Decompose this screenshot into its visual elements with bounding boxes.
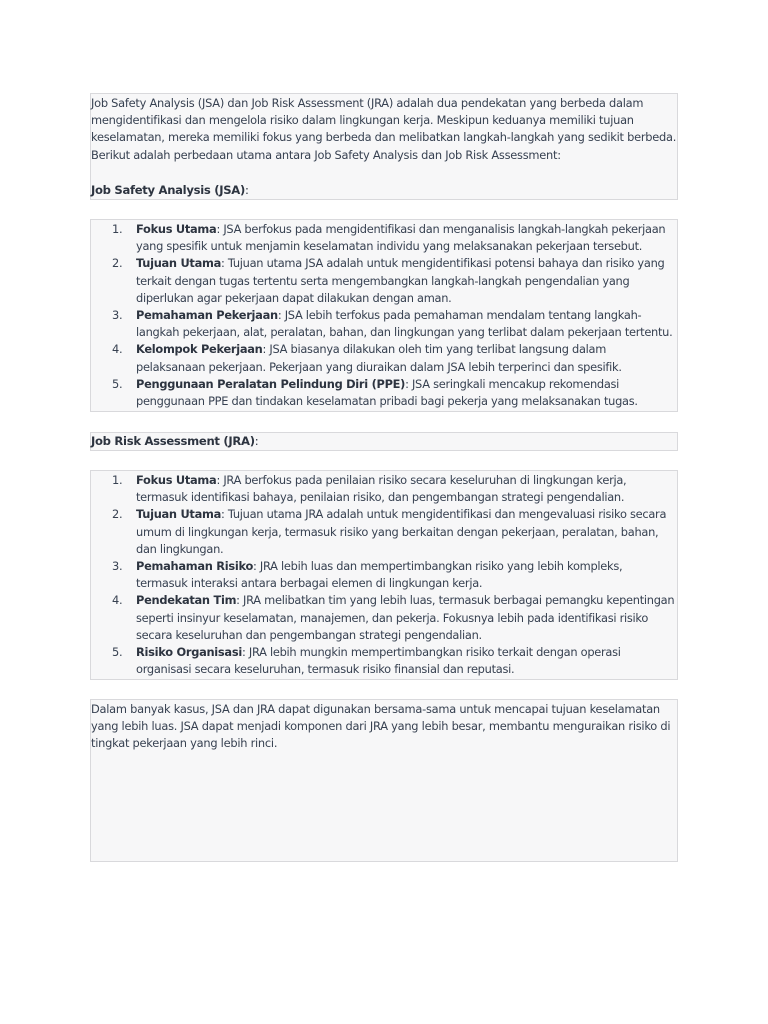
list-term: Tujuan Utama <box>136 256 221 271</box>
list-item <box>91 255 677 307</box>
list-term: Pendekatan Tim <box>136 593 237 608</box>
jsa-list-section <box>90 219 678 412</box>
list-text: : JRA lebih luas dan mempertimbangkan risiko yang lebih kompleks, termasuk interaksi antara berbagai elemen di lingkungan kerja. <box>136 559 623 591</box>
list-item <box>91 341 677 375</box>
list-item <box>91 558 677 592</box>
list-text: : Tujuan utama JRA adalah untuk mengidentifikasi dan mengevaluasi risiko secara umum di lingkungan kerja, termasuk risiko yang berkaitan dengan pekerjaan, peralatan, bahan, dan lingkungan. <box>136 507 667 556</box>
list-term: Pemahaman Risiko <box>136 559 254 574</box>
list-term: Fokus Utama <box>136 222 217 236</box>
list-number: 5. <box>112 645 123 660</box>
closing-paragraph: Dalam banyak kasus, JSA dan JRA dapat digunakan bersama-sama untuk mencapai tujuan keselamatan yang lebih luas. JSA dapat menjadi komponen dari JRA yang lebih besar, membantu menguraikan risiko di tingkat pekerjaan yang lebih rinci. <box>91 702 671 751</box>
list-term: Tujuan Utama <box>136 507 221 522</box>
list-text: : JSA lebih terfokus pada pemahaman mendalam tentang langkah-langkah pekerjaan, alat, peralatan, bahan, dan lingkungan yang terlibat dalam pekerjaan tertentu. <box>136 308 673 340</box>
list-text: : JSA berfokus pada mengidentifikasi dan menganalisis langkah-langkah pekerjaan yang spesifik untuk menjamin keselamatan individu yang melaksanakan pekerjaan tersebut. <box>136 222 666 254</box>
list-number: 1. <box>112 473 123 487</box>
list-text: : JRA melibatkan tim yang lebih luas, termasuk berbagai pemangku kepentingan seperti insinyur keselamatan, manajemen, dan pekerja. Fokusnya lebih pada identifikasi risiko secara keseluruhan dan pengembangan strategi pengendalian. <box>136 593 675 642</box>
list-item <box>91 644 677 678</box>
list-number: 2. <box>112 507 123 522</box>
list-text: : JSA seringkali mencakup rekomendasi penggunaan PPE dan tindakan keselamatan pribadi bagi pekerja yang melaksanakan tugas. <box>136 376 638 409</box>
jsa-heading-text: Job Safety Analysis (JSA) <box>91 183 245 197</box>
list-item <box>91 307 677 341</box>
list-number: 1. <box>112 222 123 236</box>
jsa-heading-colon: : <box>244 183 249 197</box>
list-number: 3. <box>112 559 123 574</box>
jsa-list <box>91 220 677 410</box>
list-item <box>91 472 677 506</box>
list-term: Pemahaman Pekerjaan <box>136 308 278 323</box>
jra-heading-section <box>90 432 678 451</box>
list-term: Penggunaan Peralatan Pelindung Diri (PPE) <box>136 376 406 391</box>
closing-section <box>90 699 678 862</box>
jsa-heading <box>91 182 249 199</box>
intro-section <box>90 93 678 200</box>
list-term: Fokus Utama <box>136 473 217 487</box>
list-term: Kelompok Pekerjaan <box>136 342 263 357</box>
list-number: 4. <box>112 342 123 357</box>
list-number: 3. <box>112 308 123 323</box>
list-item <box>91 506 677 558</box>
intro-paragraph: Job Safety Analysis (JSA) dan Job Risk Assessment (JRA) adalah dua pendekatan yang berbeda dalam mengidentifikasi dan mengelola risiko dalam lingkungan kerja. Meskipun keduanya memiliki tujuan keselamatan, mereka memiliki fokus yang berbeda dan melibatkan langkah-langkah yang sedikit berbeda. Berikut adalah perbedaan utama antara Job Safety Analysis dan Job Risk Assessment: <box>91 96 677 162</box>
jra-list <box>91 471 677 678</box>
list-item <box>91 592 677 644</box>
jra-heading-text: Job Risk Assessment (JRA) <box>91 434 255 448</box>
list-text: : JRA lebih mungkin mempertimbangkan risiko terkait dengan operasi organisasi secara keseluruhan, termasuk risiko finansial dan reputasi. <box>136 645 621 677</box>
jra-heading <box>91 433 677 450</box>
list-text: : Tujuan utama JSA adalah untuk mengidentifikasi potensi bahaya dan risiko yang terkait dengan tugas tertentu serta mengembangkan langkah-langkah pengendalian yang diperlukan agar pekerjaan dapat dilakukan dengan aman. <box>136 256 665 305</box>
list-text: : JSA biasanya dilakukan oleh tim yang terlibat langsung dalam pelaksanaan pekerjaan. Pekerjaan yang diuraikan dalam JSA lebih terperinci dan spesifik. <box>136 342 622 374</box>
list-term: Risiko Organisasi <box>136 645 242 660</box>
list-number: 2. <box>112 256 123 271</box>
list-text: : JRA berfokus pada penilaian risiko secara keseluruhan di lingkungan kerja, termasuk identifikasi bahaya, penilaian risiko, dan pengembangan strategi pengendalian. <box>136 473 627 505</box>
jra-list-section <box>90 470 678 680</box>
list-item <box>91 221 677 255</box>
jra-heading-colon: : <box>254 434 259 448</box>
list-number: 5. <box>112 376 123 391</box>
list-number: 4. <box>112 593 123 608</box>
list-item <box>91 376 677 410</box>
